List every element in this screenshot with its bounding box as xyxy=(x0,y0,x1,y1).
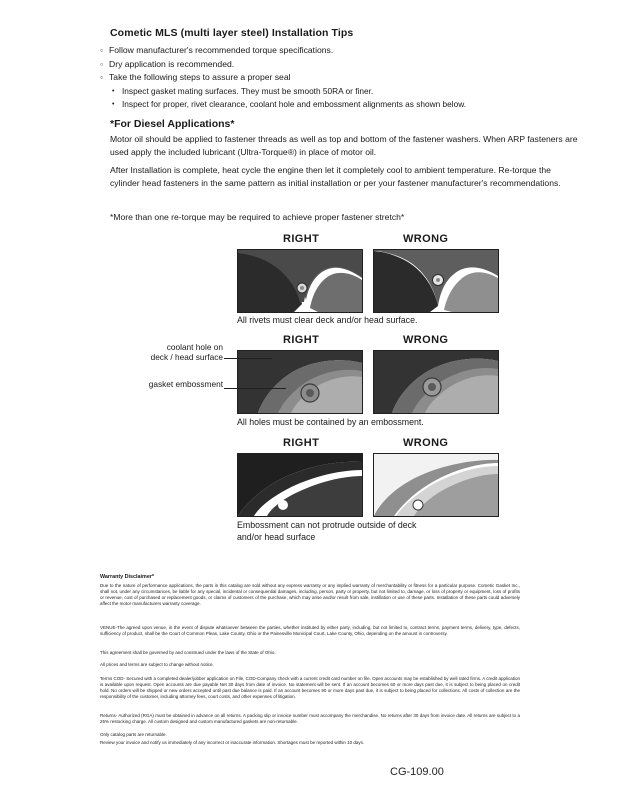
warranty-paragraph: Only catalog parts are returnable. xyxy=(100,732,167,737)
callout-gasket-embossment: gasket embossment xyxy=(148,379,223,389)
tip-item: ○ Take the following steps to assure a proper seal xyxy=(100,71,600,85)
figure3-right-panel xyxy=(237,453,363,517)
figure3-wrong-label: WRONG xyxy=(403,437,449,449)
tip-item: ○ Follow manufacturer's recommended torque specifications. xyxy=(100,44,600,58)
figure3-caption-line1: Embossment can not protrude outside of deck xyxy=(237,520,417,530)
figure2-right-panel xyxy=(237,350,363,414)
figure2-caption: All holes must be contained by an embossment. xyxy=(237,417,424,427)
callout-gasket-embossment-leader xyxy=(224,388,286,389)
diesel-paragraph-3: *More than one re-torque may be required to achieve proper fastener stretch* xyxy=(110,212,405,222)
warranty-paragraph: Returns- Authorized (RGA) must be obtained in advance on all returns. A packing slip or invoice number must accompany the merchandise. No returns after 30 days from invoice date. All returns are subject to a 25% restocking charge. All custom designed and custom manufactured gaskets are non-returnable. xyxy=(100,713,520,725)
figure1-wrong-panel xyxy=(373,249,499,313)
subtip-item: • Inspect gasket mating surfaces. They must be smooth 50RA or finer. xyxy=(100,85,600,98)
figure2-wrong-panel xyxy=(373,350,499,414)
warranty-paragraph: VENUE-The agreed upon venue, in the event of dispute whatsoever between the parties, whether instituted by either party, including, but not limited to, contract terms, payment terms, delivery, type, defects, sufficiency of product, shall be the Court of Common Pleas, Lake County, Ohio or the Painesville Municipal Court, Lake County, Ohio, depending on the amount in controversy. xyxy=(100,625,520,637)
callout-coolant-hole-line2: deck / head surface xyxy=(150,352,223,362)
tip-item: ○ Dry application is recommended. xyxy=(100,58,600,72)
figure2-wrong-label: WRONG xyxy=(403,334,449,346)
figure3-wrong-panel xyxy=(373,453,499,517)
callout-coolant-hole-leader xyxy=(224,358,272,359)
warranty-paragraph: Due to the nature of performance applications, the parts in this catalog are sold without any express warranty or any implied warranty of merchantability or fitness for a particular purpose. Cometic Gasket Inc., shall not, under any circumstances, be liable for any special, incidental or consequential damages, including, person, party or property, but not limited to, damage, or loss of property or equipment, loss of profits or revenue, cost of purchased or replacement goods, or claims of customers of the purchase, which may arise and/or result from sale, instillation or use of these parts. Installation of these parts could adversely affect the motor manufacturers warranty coverage. xyxy=(100,583,520,607)
warranty-title: Warranty Disclaimer* xyxy=(100,574,155,580)
diesel-heading: *For Diesel Applications* xyxy=(110,118,235,130)
diesel-paragraph-2: After Installation is complete, heat cycle the engine then let it completely cool to ambient temperature. Re-torque the cylinder head fasteners in the same pattern as initial installation or per your fastener manufacturer's recommendations. xyxy=(110,165,561,189)
rivet-clearance-incorrect-illustration xyxy=(374,250,498,312)
warranty-paragraph: Review your invoice and notify us immediately of any incorrect or inaccurate information. Shortages must be reported within 10 days. xyxy=(100,740,365,745)
coolant-hole-not-contained-illustration xyxy=(374,351,498,413)
diesel-paragraph-1: Motor oil should be applied to fastener threads as well as top and bottom of the fastener washers. When ARP fasteners are used apply the included lubricant (Ultra-Torque®) in place of motor oil. xyxy=(110,134,578,158)
tips-list xyxy=(100,44,600,112)
callout-coolant-hole-line1: coolant hole on xyxy=(166,342,223,352)
rivet-clearance-correct-illustration xyxy=(238,250,362,312)
embossment-protruding-illustration xyxy=(374,454,498,516)
warranty-paragraph: This agreement shall be governed by and construed under the laws of the State of Ohio. xyxy=(100,650,276,655)
figure3-caption-line2: and/or head surface xyxy=(237,532,316,542)
page-code: CG-109.00 xyxy=(390,766,444,778)
coolant-hole-contained-illustration xyxy=(238,351,362,413)
figure1-right-panel xyxy=(237,249,363,313)
figure1-wrong-label: WRONG xyxy=(403,233,449,245)
figure3-right-label: RIGHT xyxy=(283,437,320,449)
figure2-right-label: RIGHT xyxy=(283,334,320,346)
page-title: Cometic MLS (multi layer steel) Installation Tips xyxy=(110,27,354,39)
subtip-item: • Inspect for proper, rivet clearance, coolant hole and embossment alignments as shown below. xyxy=(100,98,600,111)
callout-coolant-hole xyxy=(118,342,223,362)
embossment-inside-deck-illustration xyxy=(238,454,362,516)
figure1-caption: All rivets must clear deck and/or head surface. xyxy=(237,315,418,325)
figure1-right-label: RIGHT xyxy=(283,233,320,245)
warranty-paragraph: Terms COD- Secured with a completed dealer/jobber application on File, COD-Company check with a current credit card number on file. Open accounts may be established by well rated firms. A credit application is available upon request. Open accounts are due payable Net 30 days from date of invoice. No statement will be sent. If an account becomes 60 or more days past due, it is subject to being placed on credit hold. No orders will be shipped or new orders accepted until past due balance is paid. If an account becomes 90 or more days past due, it is subject to being placed for collections. All costs of collection are the responsibility of the customer, including attorney fees, court costs, and other expenses of litigation. xyxy=(100,676,520,700)
warranty-paragraph: All prices and terms are subject to change without notice. xyxy=(100,662,214,667)
